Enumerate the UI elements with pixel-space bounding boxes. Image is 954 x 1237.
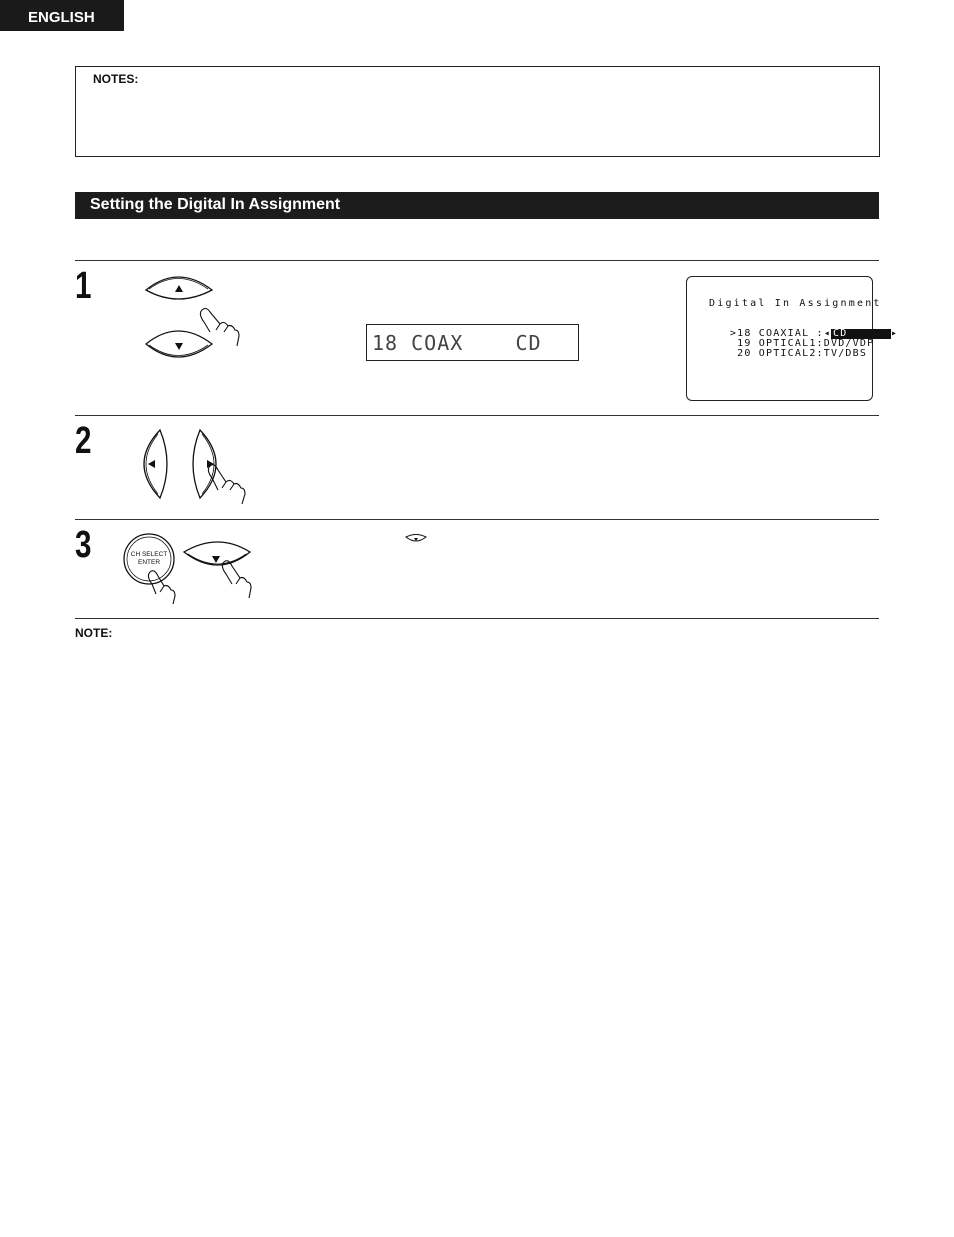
step-divider	[75, 260, 879, 261]
left-right-buttons-figure	[134, 426, 254, 508]
cursor-right-button[interactable]	[193, 430, 216, 498]
osd-row-prefix: >18 COAXIAL :	[729, 328, 824, 339]
osd-row-prefix: 19 OPTICAL1:	[729, 338, 824, 349]
osd-row-optical2[interactable]	[701, 339, 867, 369]
step-number-3: 3	[75, 524, 92, 566]
step-divider	[75, 519, 879, 520]
down-button-small-icon	[404, 533, 428, 545]
front-panel-display: 18 COAX CD	[366, 324, 579, 361]
osd-row-prefix: 20 OPTICAL2:	[729, 348, 824, 359]
step-divider	[75, 415, 879, 416]
cursor-left-button[interactable]	[144, 430, 167, 498]
notes-box	[75, 66, 880, 157]
step-divider	[75, 618, 879, 619]
left-arrow-icon: ◂	[823, 328, 831, 339]
cursor-down-button[interactable]	[146, 331, 212, 357]
enter-label: ENTER	[137, 559, 161, 566]
osd-selected-value: CD	[831, 329, 891, 339]
ch-select-enter-button[interactable]	[124, 534, 174, 584]
up-down-buttons-figure	[140, 270, 245, 365]
osd-row-value: DVD/VDP	[823, 338, 875, 349]
step-number-2: 2	[75, 420, 92, 462]
right-arrow-icon: ▸	[891, 328, 899, 339]
cursor-down-button[interactable]	[184, 542, 250, 565]
notes-label: NOTES:	[93, 72, 139, 86]
language-tab: ENGLISH	[0, 0, 124, 31]
osd-title: Digital In Assignment	[709, 298, 882, 309]
section-title-bar: Setting the Digital In Assignment	[75, 192, 879, 219]
ch-select-label: CH SELECT	[130, 551, 168, 558]
step-number-1: 1	[75, 265, 92, 307]
cursor-up-button[interactable]	[146, 277, 212, 299]
pressing-hand-icon	[222, 561, 251, 598]
note-label: NOTE:	[75, 626, 113, 640]
enter-and-down-buttons-figure	[122, 530, 267, 605]
on-screen-display	[686, 276, 899, 401]
osd-row-value: TV/DBS	[823, 348, 868, 359]
